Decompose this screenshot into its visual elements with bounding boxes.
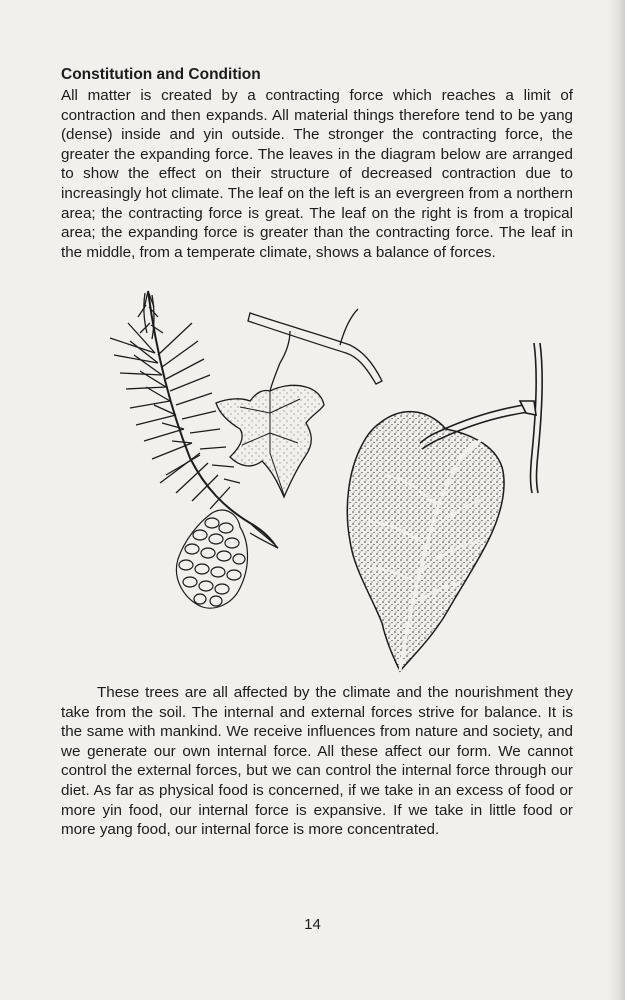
pine-cone — [176, 510, 247, 608]
temperate-leaf — [216, 385, 324, 497]
page-number: 14 — [304, 916, 321, 933]
temperate-twig — [248, 309, 382, 391]
tropical-leaf — [347, 412, 504, 671]
intro-paragraph: All matter is created by a contracting force which reaches a limit of contraction and then expands. All material things therefore tend to be yang (dense) inside and yin outside. The stronger the contracting force, the greater the expanding force. The leaves in the diagram below are arranged to show the effect on their structure of decreased contraction due to increasingly hot climate. The leaf on the left is an evergreen from a northern area; the contracting force is great. The leaf on the right is from a tropical area; the expanding force is greater than the contracting force. The leaf in the middle, from a temperate climate, shows a balance of forces. — [61, 87, 573, 261]
closing-paragraph: These trees are all affected by the climate and the nourishment they take from the soil. The internal and external forces strive for balance. It is the same with mankind. We receive influences from nature and society, and we generate our own internal force. All these affect our form. We cannot control the external forces, but we can control the internal force through our diet. As far as physical food is concerned, if we take in an excess of food or more yin food, our internal force is expansive. If we take in little food or more yang food, our internal force is more concentrated. — [61, 684, 573, 839]
section-heading: Constitution and Condition — [61, 66, 261, 83]
page-edge-shadow — [607, 0, 625, 1000]
leaves-illustration — [100, 283, 560, 678]
